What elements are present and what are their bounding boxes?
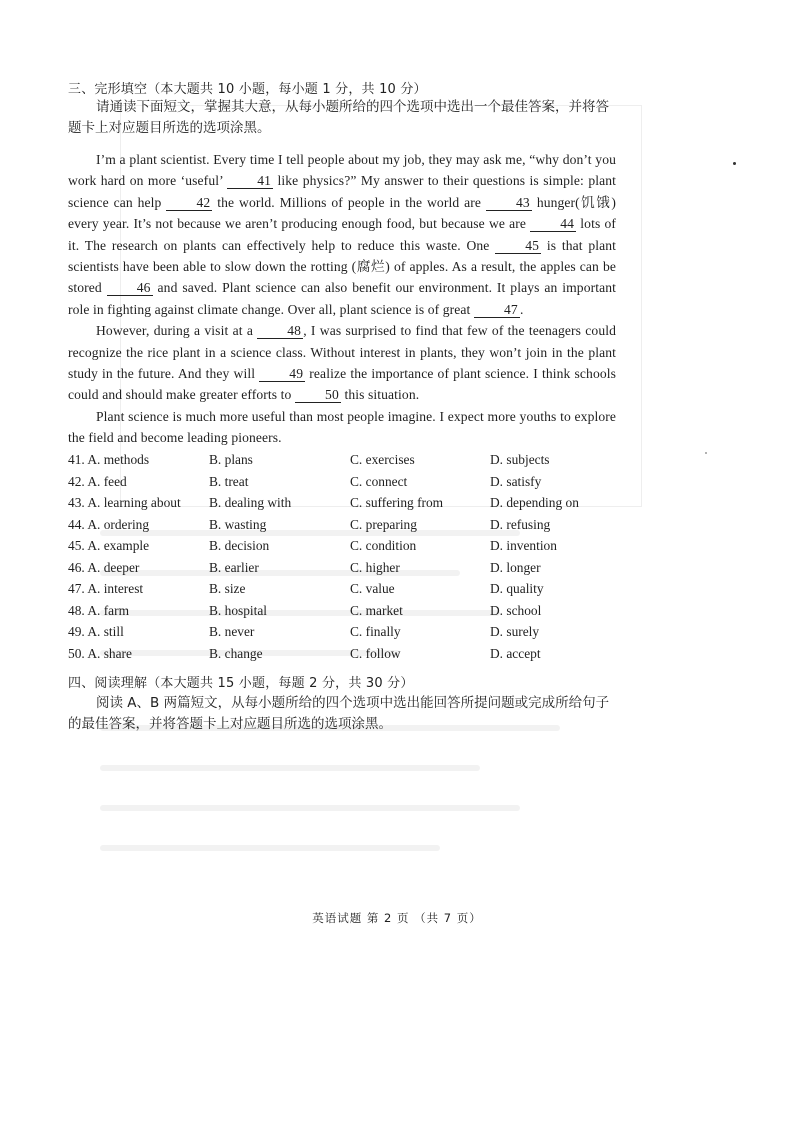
option-50-d: D. accept [490,645,541,661]
passage-paragraph-2: However, during a visit at a 48 , I was surprised to find that few of the teenagers could recognize the rice plant in a science class. Without interest in plants, they won’t join in the plant study in the future. And they will 49 realize the importance of plant science. I think schools could and should make greater efforts to 50 this situation. [68,323,617,403]
option-43-c: C. suffering from [350,495,444,510]
option-row-48 [68,603,628,625]
options-list [68,452,628,667]
blank-43: 43 [486,196,532,211]
option-47-a: 47. A. interest [68,581,144,596]
option-42-a: 42. A. feed [68,473,127,489]
blank-50: 50 [295,388,341,403]
option-42-c: C. connect [350,473,408,489]
section-3-instruction: 请通读下面短文，掌握其大意，从每小题所给的四个选项中选出一个最佳答案，并将答题卡上对应题目所选的选项涂黑。 [68,99,609,136]
option-49-d: D. surely [490,624,540,639]
option-49-c: C. finally [350,624,401,639]
option-row-49 [68,624,628,646]
option-50-b: B. change [209,645,263,661]
blank-45: 45 [495,239,541,254]
option-48-d: D. school [490,602,542,618]
blank-44: 44 [530,217,576,232]
option-41-b: B. plans [209,452,253,467]
option-44-a: 44. A. ordering [68,516,150,532]
scan-speck [733,162,736,165]
option-49-a: 49. A. still [68,624,124,639]
option-43-d: D. depending on [490,495,579,510]
blank-46: 46 [107,281,153,296]
option-46-a: 46. A. deeper [68,559,140,575]
option-row-45 [68,538,628,560]
option-43-b: B. dealing with [209,495,292,510]
page-footer: 英语试题 第 2 页 （共 7 页） [312,911,482,925]
option-48-b: B. hospital [209,602,268,618]
option-50-a: 50. A. share [68,645,132,661]
option-row-47 [68,581,628,603]
option-42-d: D. satisfy [490,473,542,489]
option-row-50 [68,646,628,668]
blank-47: 47 [474,303,520,318]
option-41-a: 41. A. methods [68,452,150,467]
option-45-c: C. condition [350,538,417,553]
passage-paragraph-1: I’m a plant scientist. Every time I tell people about my job, they may ask me, “why don’t you work hard on more ‘useful’ 41 like physics?” My answer to their questions is simple: plant science can help 42 the world. Millions of people in the world are 43 hunger(饥饿) every year. It’s not because we aren’t producing enough food, but because we are 44 lots of it. The research on plants can effectively help to reduce this waste. One 45 is that plant scientists have been able to slow down the rotting (腐烂) of apples. As a result, the apples can be stored 46 and saved. Plant science can also benefit our environment. It plays an important role in fighting against climate change. Over all, plant science is of great 47 . [68,152,617,317]
passage-paragraph-3: Plant science is much more useful than most people imagine. I expect more youths to explore the field and become leading pioneers. [68,408,616,446]
option-49-b: B. never [209,624,255,639]
option-44-d: D. refusing [490,516,551,532]
option-47-b: B. size [209,581,246,596]
option-row-41 [68,452,628,474]
option-50-c: C. follow [350,645,401,661]
option-45-d: D. invention [490,538,557,553]
option-47-d: D. quality [490,581,544,596]
option-46-d: D. longer [490,559,541,575]
option-row-42 [68,474,628,496]
option-45-a: 45. A. example [68,538,150,553]
option-45-b: B. decision [209,538,270,553]
option-48-c: C. market [350,602,403,618]
option-46-c: C. higher [350,559,400,575]
option-41-c: C. exercises [350,452,415,467]
option-43-a: 43. A. learning about [68,495,181,510]
option-row-44 [68,517,628,539]
option-44-b: B. wasting [209,516,267,532]
option-41-d: D. subjects [490,452,550,467]
blank-42: 42 [166,196,212,211]
option-44-c: C. preparing [350,516,417,532]
option-42-b: B. treat [209,473,249,489]
cloze-passage [68,149,616,449]
option-46-b: B. earlier [209,559,259,575]
section-4-instruction: 阅读 A、B 两篇短文，从每小题所给的四个选项中选出能回答所提问题或完成所给句子的最佳答案，并将答题卡上对应题目所选的选项涂黑。 [68,695,610,732]
option-row-46 [68,560,628,582]
section-3-heading: 三、完形填空（本大题共 10 小题，每小题 1 分，共 10 分） [68,82,427,97]
blank-41: 41 [227,174,273,189]
scan-speck [705,452,707,454]
blank-48: 48 [257,324,303,339]
option-47-c: C. value [350,581,395,596]
option-row-43 [68,495,628,517]
section-4-heading: 四、阅读理解（本大题共 15 小题，每题 2 分，共 30 分） [68,676,414,691]
option-48-a: 48. A. farm [68,602,129,618]
blank-49: 49 [259,367,305,382]
